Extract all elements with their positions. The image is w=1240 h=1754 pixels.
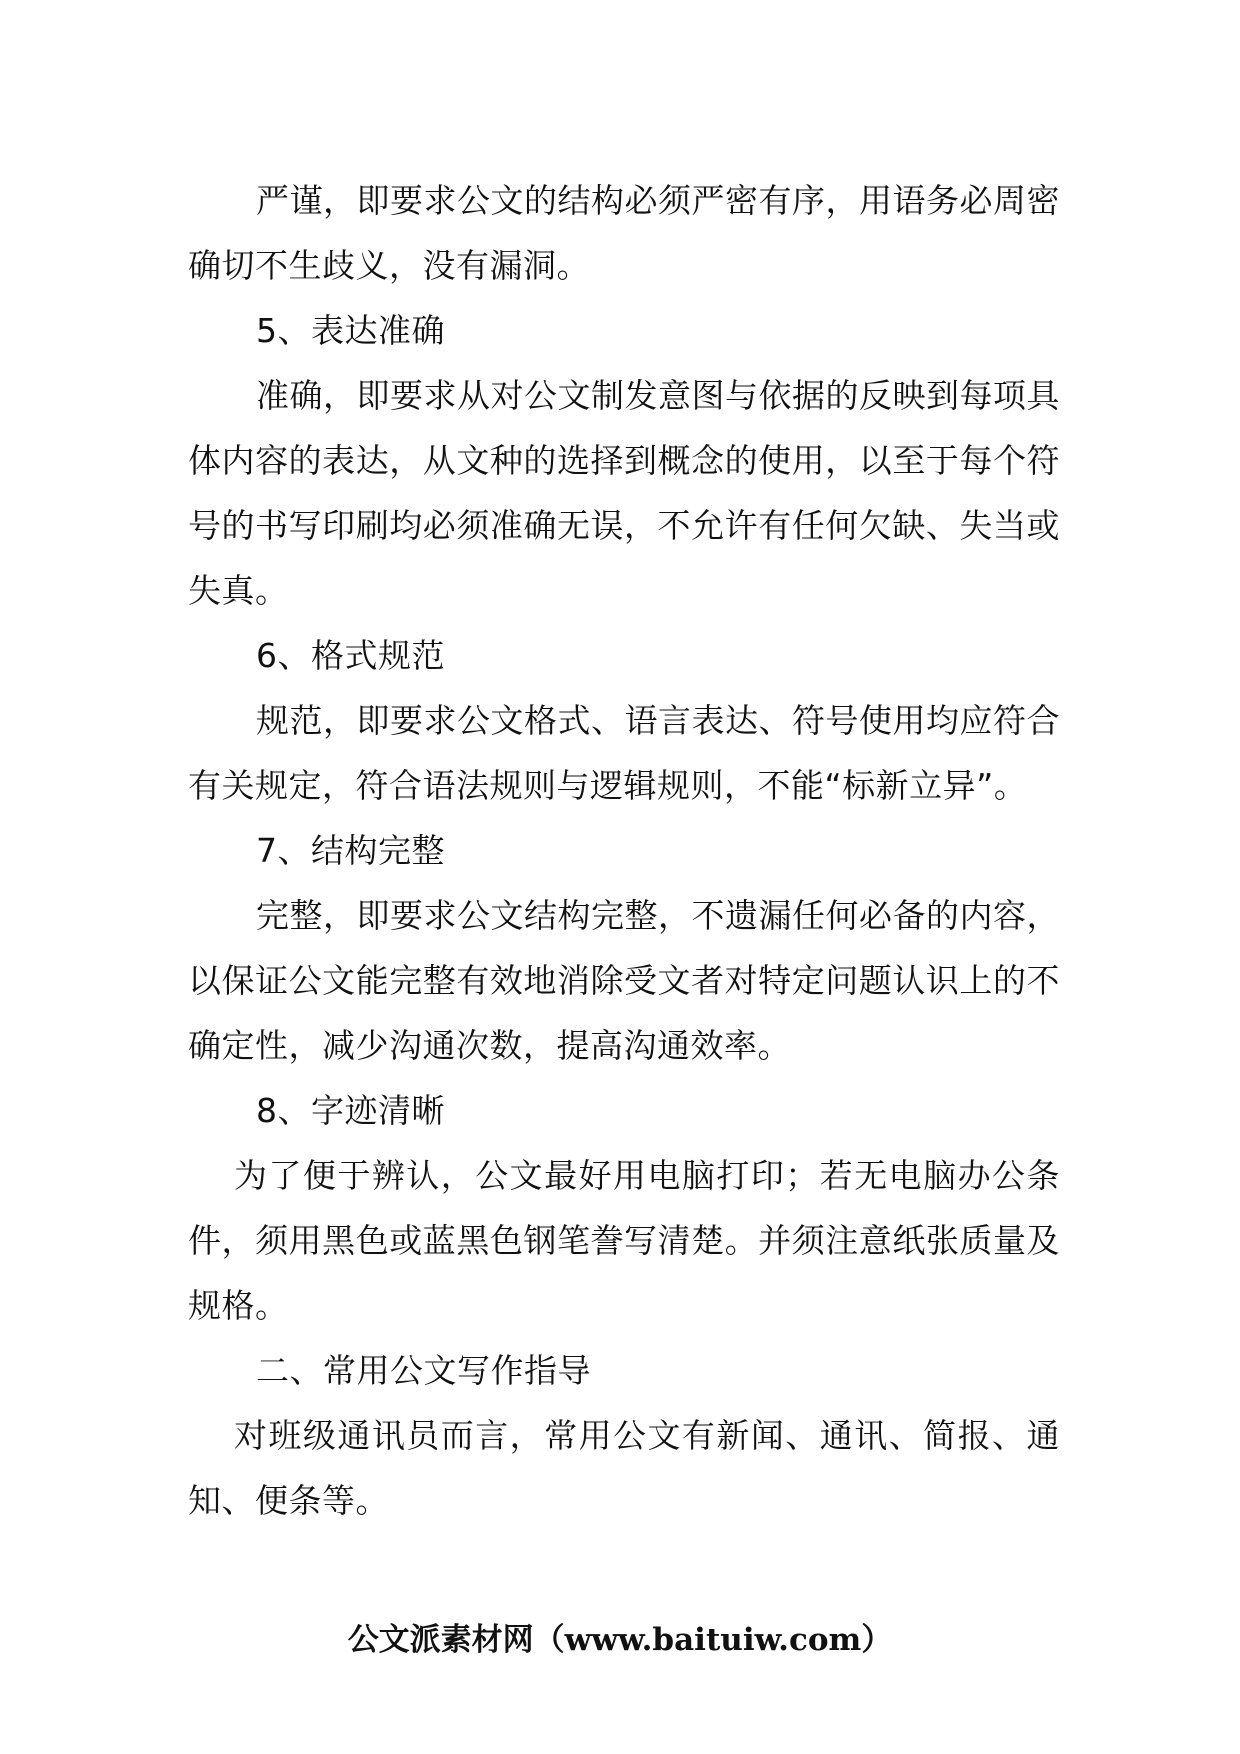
document-body — [188, 168, 1060, 1533]
paragraph-common-documents: 对班级通讯员而言，常用公文有新闻、通讯、简报、通知、便条等。 — [188, 1416, 1060, 1520]
paragraph-clarity: 为了便于辨认，公文最好用电脑打印；若无电脑办公条件，须用黑色或蓝黑色钢笔誊写清楚。并须注意纸张质量及规格。 — [188, 1156, 1060, 1325]
paragraph-completeness: 完整，即要求公文结构完整，不遗漏任何必备的内容，以保证公文能完整有效地消除受文者对特定问题认识上的不确定性，减少沟通次数，提高沟通效率。 — [188, 896, 1060, 1065]
heading-format-standard: 6、格式规范 — [256, 636, 445, 675]
heading-handwriting-clear: 8、字迹清晰 — [256, 1091, 445, 1130]
heading-structure-complete: 7、结构完整 — [256, 831, 445, 870]
heading-expression-accurate: 5、表达准确 — [256, 311, 445, 350]
heading-common-documents: 二、常用公文写作指导 — [256, 1351, 591, 1390]
footer-watermark: 公文派素材网（www.baituiw.com） — [347, 1622, 893, 1658]
paragraph-standard: 规范，即要求公文格式、语言表达、符号使用均应符合有关规定，符合语法规则与逻辑规则，不能“标新立异”。 — [188, 701, 1060, 805]
paragraph-rigor: 严谨，即要求公文的结构必须严密有序，用语务必周密确切不生歧义，没有漏洞。 — [188, 181, 1060, 285]
paragraph-accuracy: 准确，即要求从对公文制发意图与依据的反映到每项具体内容的表达，从文种的选择到概念的使用，以至于每个符号的书写印刷均必须准确无误，不允许有任何欠缺、失当或失真。 — [188, 376, 1060, 610]
